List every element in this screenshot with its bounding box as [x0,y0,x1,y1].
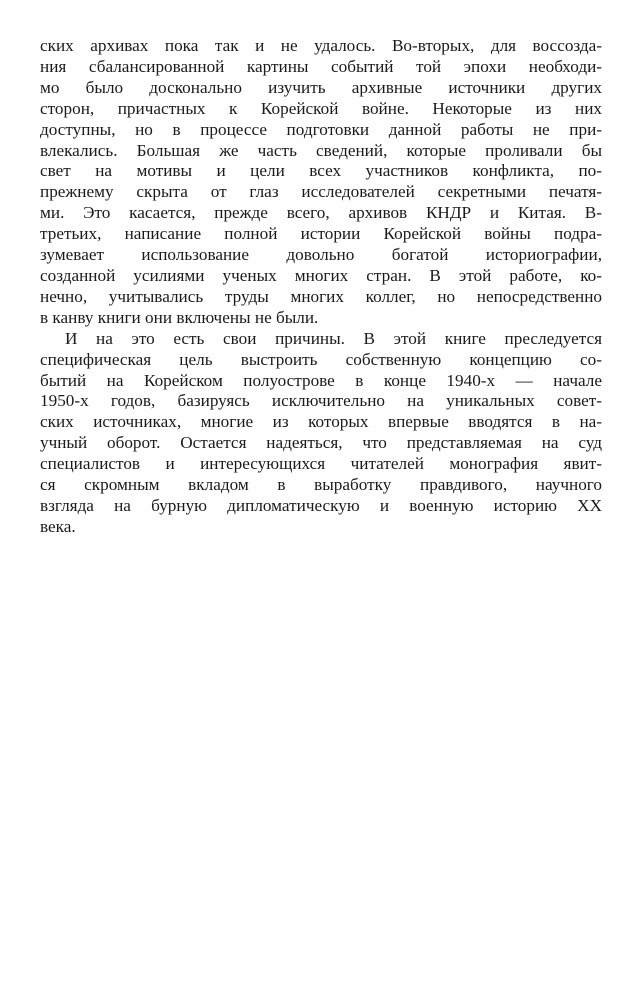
text-line: третьих, написание полной истории Корейской войны подра- [40,224,602,244]
text-line: ских архивах пока так и не удалось. Во-вторых, для воссозда- [40,36,602,55]
text-line: специфическая цель выстроить собственную концепцию со- [40,349,602,369]
page-text [40,36,602,538]
text-line: доступны, но в процессе подготовки данной работы не при- [40,119,602,139]
text-line: специалистов и интересующихся читателей монография явит- [40,454,602,474]
text-line: века. [40,516,76,536]
text-line: влекались. Большая же часть сведений, которые проливали бы [40,140,602,160]
text-line: в канву книги они включены не были. [40,307,319,327]
text-line: бытий на Корейском полуострове в конце 1940-х — начале [40,370,602,390]
text-line: мо было досконально изучить архивные источники других [40,77,602,97]
text-line: ми. Это касается, прежде всего, архивов КНДР и Китая. В- [40,203,602,223]
text-line: сторон, причастных к Корейской войне. Некоторые из них [40,98,602,118]
text-line: И на это есть свои причины. В этой книге преследуется [65,328,602,348]
text-line: взгляда на бурную дипломатическую и военную историю XX [40,495,602,515]
text-line: учный оборот. Остается надеяться, что представляемая на суд [40,433,602,453]
text-line: ских источниках, многие из которых впервые вводятся в на- [40,412,602,432]
text-line: созданной усилиями ученых многих стран. В этой работе, ко- [40,265,602,285]
text-line: ся скромным вкладом в выработку правдивого, научного [40,475,602,495]
text-line: ния сбалансированной картины событий той эпохи необходи- [40,56,602,76]
text-line: прежнему скрыта от глаз исследователей секретными печатя- [40,182,602,202]
text-line: свет на мотивы и цели всех участников конфликта, по- [40,161,602,181]
text-line: 1950-х годов, базируясь исключительно на уникальных совет- [40,391,602,411]
text-line: зумевает использование довольно богатой историографии, [40,245,602,265]
text-line: нечно, учитывались труды многих коллег, но непосредственно [40,286,602,306]
